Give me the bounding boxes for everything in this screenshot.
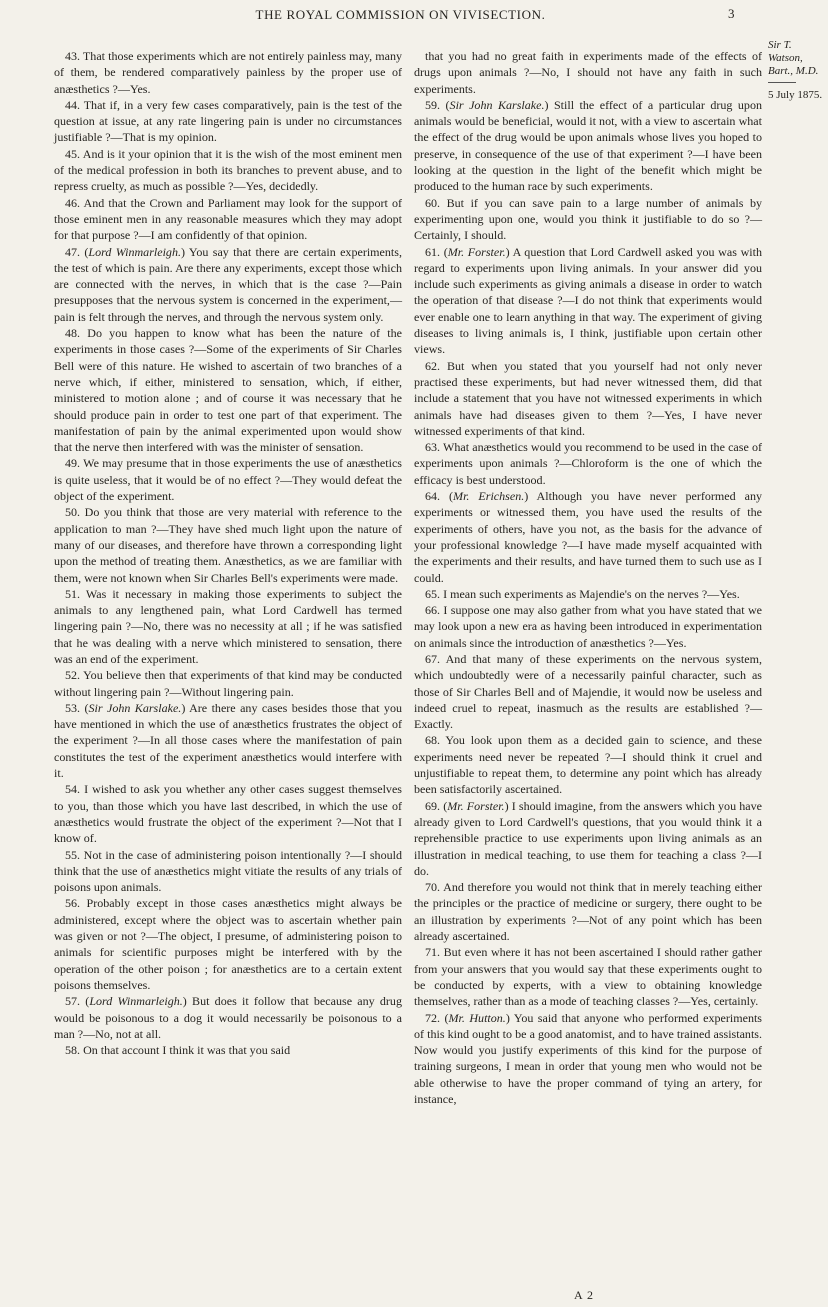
question-paragraph [414, 488, 762, 586]
question-paragraph [54, 146, 402, 195]
question-text: 58. On that account I think it was that you said [65, 1043, 291, 1058]
question-text: 48. Do you happen to know what has been the nature of the experiments in those cases ?—Some of the experiments of Sir Charles Bell were of this nature. He wished to ascertain of two branches of a nerve which, if either, ministered to sensation, which, if either, ministered to motion alone ; and of course it was necessary that he should produce pain in order to test one part of that experiment. The manifestation of pain by the animal experimented upon would show that the nerve then interfered with was the minister of sensation. [54, 326, 402, 455]
question-speaker: 53. (Sir John Karslake.) [65, 700, 186, 715]
speaker-name: Lord Winmarleigh. [89, 994, 183, 1009]
question-text: 71. But even where it has not been ascertained I should rather gather from your answers that you would say that these experiments ought to be conducted by experts, with a view to obtaining knowledge themselves, rather than as a mode of teaching classes ?—Yes, certainly. [414, 945, 762, 1009]
question-paragraph [54, 455, 402, 504]
question-speaker: 47. (Lord Winmarleigh.) [65, 244, 185, 259]
question-paragraph [414, 944, 762, 1009]
question-speaker: 61. (Mr. Forster.) [425, 244, 510, 259]
question-speaker: 64. (Mr. Erichsen.) [425, 489, 529, 504]
question-text: I should imagine, from the answers which you have already given to Lord Cardwell's questions, that you would think it a reprehensible practice to use experiments upon living animals as an illustration in medical teaching, to use them for teaching a class ?—I do. [414, 798, 762, 878]
question-text: 51. Was it necessary in making those experiments to subject the animals to any lengthened pain, what Lord Cardwell has termed lingering pain ?—No, there was no necessity at all ; if he was satisfied that he was dealing with a nerve which ministered to sensation, there was an end of the experiment. [54, 586, 402, 666]
question-text: Still the effect of a particular drug upon animals would be beneficial, would it not, with a view to ascertain what the effect of the drug would be upon animals whose lives you hoped to preserve, in consequence of the use of that experiment ?—I have been looking at the question in the light of the benefit which might be produced to the human race by such experiments. [414, 97, 762, 194]
margin-rule [768, 82, 796, 83]
question-paragraph [54, 244, 402, 325]
question-text: 46. And that the Crown and Parliament may look for the support of those eminent men in any reasonable measures which they may adopt for that purpose ?—I am confidently of that opinion. [54, 195, 402, 243]
question-paragraph [414, 97, 762, 195]
question-text: But does it follow that because any drug would be poisonous to a dog it would necessarily be poisonous to a man ?—No, not at all. [54, 994, 402, 1041]
question-paragraph [414, 439, 762, 488]
question-text: 70. And therefore you would not think that in merely teaching either the principles or the practice of medicine or surgery, there ought to be an illustration by experiments ?—Not of any point which has been already ascertained. [414, 880, 762, 944]
question-text: You say that there are certain experiments, the test of which is pain. Are there any experiments, except those which are connected with the nerves, in which that is the case ?—Pain presupposes that the nervous system is concerned in the experiment,—pain is felt through the nerves, and through the nervous system only. [54, 244, 402, 324]
speaker-name: Sir John Karslake. [449, 97, 545, 112]
question-paragraph [54, 48, 402, 97]
speaker-name: Mr. Forster. [447, 798, 505, 813]
question-speaker: 57. (Lord Winmarleigh.) [65, 994, 187, 1009]
speaker-name: Sir John Karslake. [88, 700, 182, 715]
question-text: that you had no great faith in experiments made of the effects of drugs upon animals ?—No, I should not have any faith in such experiments. [414, 49, 762, 96]
question-paragraph [414, 602, 762, 651]
question-paragraph [54, 586, 402, 667]
question-text: 52. You believe then that experiments of that kind may be conducted without lingering pain ?—Without lingering pain. [54, 668, 402, 699]
question-text: 60. But if you can save pain to a large number of animals by experimenting upon one, would you think it justifiable to do so ?—Certainly, I should. [414, 195, 762, 243]
question-paragraph [414, 48, 762, 97]
question-paragraph [414, 195, 762, 244]
question-paragraph [414, 732, 762, 797]
question-text: 50. Do you think that those are very material with reference to the application to man ?—They have shed much light upon the nature of many of our diseases, and therefore have thrown a corresponding light upon the method of treating them. Anæsthetics, as we are familiar with them, were not known when Sir Charles Bell's experiments were made. [54, 505, 402, 585]
right-column [414, 48, 762, 1107]
question-text: 56. Probably except in those cases anæsthetics might always be administered, except where the object was to ascertain whether pain was given or not ?—The object, I presume, of administering poison to animals for scientific purposes might be interfered with by the operation of the other poison ; for anæsthetics are to a certain extent poisons themselves. [54, 896, 402, 992]
left-column [54, 48, 402, 1058]
question-paragraph [54, 1042, 402, 1058]
question-paragraph [414, 1010, 762, 1108]
hearing-date: 5 July 1875. [768, 89, 823, 101]
question-text: 62. But when you stated that you yourself had not only never practised these experiments, but had never witnessed them, did that include a statement that you have not witnessed experiments in which animals have had diseases given to them ?—Yes, I have never witnessed experiments of that kind. [414, 358, 762, 438]
question-text: 54. I wished to ask you whether any other cases suggest themselves to you, than those which you have last described, in which the use of anæsthetics would frustrate the object of the experiment ?—Not that I know of. [54, 782, 402, 846]
speaker-name: Mr. Forster. [447, 244, 506, 259]
question-paragraph [54, 781, 402, 846]
margin-note [768, 39, 828, 102]
question-paragraph [414, 244, 762, 358]
question-speaker: 72. (Mr. Hutton.) [425, 1010, 510, 1025]
witness-name: Sir T. Watson, Bart., M.D. [768, 39, 819, 77]
question-paragraph [54, 895, 402, 993]
signature-mark: A 2 [574, 1288, 595, 1302]
speaker-name: Lord Winmarleigh. [88, 244, 181, 259]
question-text: 65. I mean such experiments as Majendie's on the nerves ?—Yes. [425, 586, 740, 601]
question-paragraph [54, 847, 402, 896]
question-text: 68. You look upon them as a decided gain to science, and these experiments need never be repeated ?—I should think it cruel and unjustifiable to repeat them, to determine any point which has already been satisfactorily ascertained. [414, 733, 762, 797]
question-paragraph [414, 586, 762, 602]
question-text: Are there any cases besides those that you have mentioned in which the use of anæsthetics frustrates the object of the experiment ?—In all those cases where the manifestation of pain constitutes the test of the experiment anæsthetics would interfere with it. [54, 700, 402, 781]
question-paragraph [54, 700, 402, 781]
question-text: A question that Lord Cardwell asked you was with regard to experiments upon living animals. In your answer did you include such experiments as giving animals a disease in order to watch the operation of that disease ?—I do not think that experiments would ever enable one to learn anything in that way. The experiment of giving diseases to living animals is, I think, justifiable upon certain other views. [414, 244, 762, 357]
question-text: 67. And that many of these experiments on the nervous system, which undoubtedly were of a necessarily painful character, such as those of Sir Charles Bell and of Majendie, it would now be useless and indeed cruel to repeat, inasmuch as the results are established ?—Exactly. [414, 651, 762, 732]
question-text: 43. That those experiments which are not entirely painless may, many of them, be rendered comparatively painless by the proper use of anæsthetics ?—Yes. [54, 49, 402, 96]
question-speaker: 59. (Sir John Karslake.) [425, 97, 549, 112]
question-speaker: 69. (Mr. Forster.) [425, 798, 509, 813]
question-text: 55. Not in the case of administering poison intentionally ?—I should think that the use of anæsthetics might vitiate the results of any trials of poisons upon animals. [54, 847, 402, 895]
question-paragraph [54, 325, 402, 455]
question-text: 49. We may presume that in those experiments the use of anæsthetics is quite useless, that it would be of no effect ?—They would defeat the object of the experiment. [54, 456, 402, 504]
question-paragraph [54, 667, 402, 700]
question-text: 63. What anæsthetics would you recommend to be used in the case of experiments upon animals ?—Chloroform is the one of which the efficacy is best understood. [414, 440, 762, 487]
question-paragraph [54, 993, 402, 1042]
question-text: 66. I suppose one may also gather from what you have stated that we may look upon a new era as having been introduced in experimentation on animals since the introduction of anæsthetics ?—Yes. [414, 603, 762, 650]
page-number: 3 [728, 6, 735, 21]
running-title: THE ROYAL COMMISSION ON VIVISECTION. [255, 7, 546, 22]
question-paragraph [414, 358, 762, 439]
speaker-name: Mr. Hutton. [448, 1010, 506, 1025]
question-paragraph [414, 651, 762, 732]
question-paragraph [54, 97, 402, 146]
question-text: You said that anyone who performed experiments of this kind ought to be a good anatomist, and to have trained assistants. Now would you justify experiments of this kind for the purpose of training surgeons, I mean in order that young men who would not be able otherwise to have the proper command of tying an artery, for instance, [414, 1010, 762, 1106]
speaker-name: Mr. Erichsen. [453, 489, 525, 504]
question-text: 45. And is it your opinion that it is the wish of the most eminent men of the medical profession in both its branches to prevent abuse, and to repress cruelty, as much as possible ?—Yes, decidedly. [54, 146, 402, 194]
question-text: 44. That if, in a very few cases comparatively, pain is the test of the question at issue, at any rate lingering pain is under no circumstances justifiable ?—That is my opinion. [54, 97, 402, 145]
question-paragraph [414, 879, 762, 944]
question-text: Although you have never performed any experiments or witnessed them, you have used the results of the experiments of others, have you not, as the basis for the advance of your professional knowledge ?—I have made myself acquainted with the experiments and their results, and have turned them to such use as I could. [414, 489, 762, 585]
question-paragraph [54, 195, 402, 244]
question-paragraph [54, 504, 402, 585]
question-paragraph [414, 798, 762, 879]
